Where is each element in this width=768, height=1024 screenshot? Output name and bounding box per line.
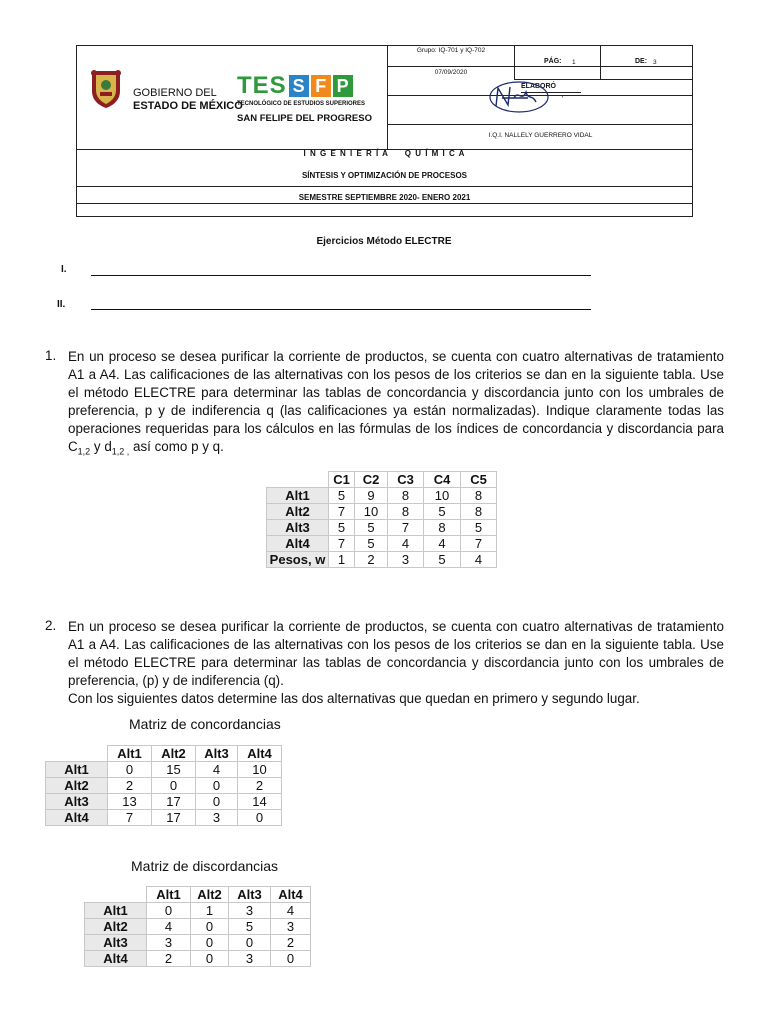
table-cell: 5 — [355, 520, 388, 536]
page-title: Ejercicios Método ELECTRE — [316, 236, 452, 247]
table-cell: 10 — [355, 504, 388, 520]
gov-line1: GOBIERNO DEL — [133, 87, 217, 99]
table-cell: 5 — [424, 504, 461, 520]
table-cell: 1 — [191, 903, 229, 919]
table-cell: 4 — [461, 552, 497, 568]
table-cell: 7 — [329, 504, 355, 520]
table-cell: 0 — [196, 794, 238, 810]
table-cell: 1 — [329, 552, 355, 568]
row-label: Alt2 — [46, 778, 108, 794]
criteria-row — [267, 536, 497, 552]
row-label: Alt3 — [46, 794, 108, 810]
page-value: 1 — [572, 59, 576, 66]
table-cell: 3 — [388, 552, 424, 568]
table-cell: 0 — [271, 951, 311, 967]
row-label: Alt1 — [267, 488, 329, 504]
row-label: Alt3 — [85, 935, 147, 951]
discordance-row — [85, 919, 311, 935]
table-cell: 2 — [271, 935, 311, 951]
table-cell: 5 — [355, 536, 388, 552]
table-cell: 17 — [152, 794, 196, 810]
table-cell: 13 — [108, 794, 152, 810]
table-cell: 5 — [229, 919, 271, 935]
table-cell: 10 — [424, 488, 461, 504]
row-label: Pesos, w — [267, 552, 329, 568]
roman-one: I. — [61, 264, 67, 275]
discordance-row — [85, 951, 311, 967]
blank-line-2 — [91, 309, 591, 310]
table-cell: 7 — [329, 536, 355, 552]
table-cell: 5 — [329, 488, 355, 504]
table-cell: 7 — [388, 520, 424, 536]
table-cell: 4 — [388, 536, 424, 552]
row-label: Alt3 — [267, 520, 329, 536]
disc-caption: Matriz de discordancias — [131, 858, 279, 874]
conc-caption: Matriz de concordancias — [129, 716, 281, 732]
discordance-table: Alt1 Alt2 Alt3 Alt4 Alt1 0 1 3 4 Alt2 4 0 5 3 Alt3 3 0 0 2 Alt4 2 0 3 0 — [84, 886, 311, 967]
signature-icon — [488, 78, 554, 116]
criteria-row — [267, 552, 497, 568]
row-label: Alt4 — [267, 536, 329, 552]
row-label: Alt2 — [85, 919, 147, 935]
table-cell: 8 — [461, 488, 497, 504]
table-cell: 3 — [196, 810, 238, 826]
course-name: SÍNTESIS Y OPTIMIZACIÓN DE PROCESOS — [301, 171, 468, 180]
of-label: DE: — [635, 58, 648, 65]
tes-letters: TES — [237, 72, 287, 99]
criteria-row — [267, 504, 497, 520]
table-cell: 3 — [147, 935, 191, 951]
table-cell: 0 — [191, 919, 229, 935]
concordance-row — [46, 778, 282, 794]
tes-p-square: P — [333, 75, 353, 97]
ex2-text: En un proceso se desea purificar la corriente de productos, se cuenta con cuatro alternativas de tratamiento A1 a A4. Las calificaciones de las alternativas con los pesos de los criterios se dan en la siguiente tabla. Use el método ELECTRE para determinar las tablas de concordancia y discordancia junto con los umbrales de preferencia, (p) y de indiferencia (q). — [68, 619, 724, 688]
table-cell: 4 — [147, 919, 191, 935]
ex1-text: En un proceso se desea purificar la corriente de productos, se cuenta con cuatro alternativas de tratamiento A1 a A4. Las calificaciones de las alternativas con los pesos de los criterios se dan en la siguiente tabla. Use el método ELECTRE para determinar las tablas de concordancia y discordancia junto con los umbrales de preferencia, p y de indiferencia q (las calificaciones ya están normalizadas). Indique claramente todas las operaciones requeridas para los cálculos en las fórmulas de los índices de concordancia y discordancia para $C_{1,2}$ y $d_{1,2 ,}$ así como p y q. — [68, 349, 724, 457]
table-cell: 3 — [229, 951, 271, 967]
tes-f-square: F — [311, 75, 331, 97]
table-cell: 0 — [191, 951, 229, 967]
estado-seal-icon — [88, 67, 124, 109]
table-cell: 15 — [152, 762, 196, 778]
table-cell: 4 — [424, 536, 461, 552]
roman-two: II. — [57, 299, 66, 310]
row-label: Alt1 — [85, 903, 147, 919]
table-cell: 8 — [388, 504, 424, 520]
concordance-row — [46, 810, 282, 826]
concordance-row — [46, 794, 282, 810]
elaboro-label: ELABORÓ — [521, 83, 556, 90]
ex2-number: 2. — [45, 618, 57, 633]
row-label: Alt4 — [46, 810, 108, 826]
table-cell: 14 — [238, 794, 282, 810]
table-cell: 0 — [229, 935, 271, 951]
blank-line-1 — [91, 275, 591, 276]
table-cell: 17 — [152, 810, 196, 826]
row-label: Alt1 — [46, 762, 108, 778]
ex1-number: 1. — [45, 348, 57, 363]
criteria-row — [267, 520, 497, 536]
table-cell: 9 — [355, 488, 388, 504]
table-cell: 7 — [461, 536, 497, 552]
tes-s-square: S — [289, 75, 309, 97]
date: 07/09/2020 — [434, 69, 468, 76]
table-cell: 0 — [191, 935, 229, 951]
header-rows — [76, 150, 693, 217]
table-cell: 0 — [147, 903, 191, 919]
table-cell: 2 — [108, 778, 152, 794]
row-label: Alt2 — [267, 504, 329, 520]
row-label: Alt4 — [85, 951, 147, 967]
semester: SEMESTRE SEPTIEMBRE 2020- ENERO 2021 — [298, 193, 471, 202]
group-label: Grupo: IQ-701 y IQ-702 — [416, 47, 486, 54]
table-cell: 0 — [238, 810, 282, 826]
criteria-row — [267, 488, 497, 504]
table-cell: 8 — [388, 488, 424, 504]
table-cell: 5 — [461, 520, 497, 536]
table-cell: 8 — [461, 504, 497, 520]
table-cell: 3 — [271, 919, 311, 935]
table-cell: 0 — [196, 778, 238, 794]
tes-place: SAN FELIPE DEL PROGRESO — [237, 113, 372, 124]
discordance-row — [85, 903, 311, 919]
program-name: I N G E N I E R Í A Q U Í M I C A — [303, 149, 466, 158]
tes-subtitle: TECNOLÓGICO DE ESTUDIOS SUPERIORES — [237, 101, 366, 107]
page-label: PÁG: — [544, 58, 562, 65]
table-cell: 2 — [238, 778, 282, 794]
tes-logo — [237, 74, 353, 98]
table-cell: 4 — [196, 762, 238, 778]
gov-line2: ESTADO DE MÉXICO — [133, 100, 243, 112]
ex2-text2: Con los siguientes datos determine las dos alternativas que quedan en primero y segundo lugar. — [68, 691, 640, 706]
concordance-row — [46, 762, 282, 778]
table-cell: 10 — [238, 762, 282, 778]
table-cell: 2 — [147, 951, 191, 967]
table-cell: 7 — [108, 810, 152, 826]
table-cell: 8 — [424, 520, 461, 536]
table-cell: 0 — [152, 778, 196, 794]
table-cell: 2 — [355, 552, 388, 568]
table-cell: 5 — [424, 552, 461, 568]
of-value: 3 — [653, 59, 657, 66]
elaboro-mark: ' — [562, 96, 564, 103]
author: I.Q.I. NALLELY GUERRERO VIDAL — [488, 132, 593, 139]
table-cell: 3 — [229, 903, 271, 919]
table-cell: 4 — [271, 903, 311, 919]
table-cell: 0 — [108, 762, 152, 778]
discordance-row — [85, 935, 311, 951]
table-cell: 5 — [329, 520, 355, 536]
criteria-table: C1 C2 C3 C4 C5 Alt1 5 9 8 10 8 Alt2 7 10 8 5 8 Alt3 5 5 7 8 5 Alt4 7 5 4 4 7 Pesos, w 1 2 3 5 4 — [266, 471, 497, 568]
concordance-table: Alt1 Alt2 Alt3 Alt4 Alt1 0 15 4 10 Alt2 2 0 0 2 Alt3 13 17 0 14 Alt4 7 17 3 0 — [45, 745, 282, 826]
